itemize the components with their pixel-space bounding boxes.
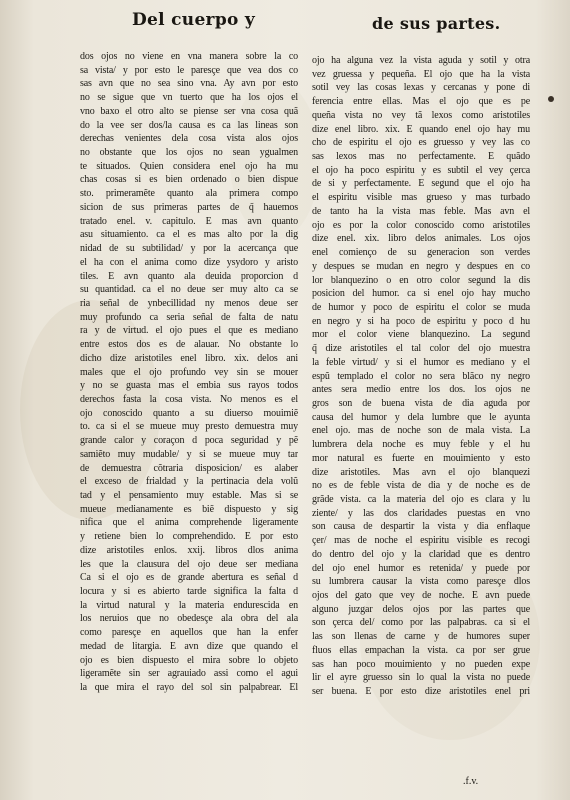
text-line: nidad de su subtilidad/ y por la acercança que [80,243,298,255]
text-line: de tanto ha la vista mas feble. Mas avn el [312,205,530,217]
text-line: gros son de buena vista de dia aguda por [312,397,530,409]
text-line: te situados. Quien considera enel ojo ha mu [80,160,298,172]
text-line: de si y perfectamente. E segund que el ojo ha [312,178,530,190]
text-line: de demuestra cõtraria disposicion/ es alaber [80,462,298,474]
running-header-right: de sus partes. [372,14,501,33]
text-line: les que la clausura del ojo deue ser mediana [80,558,298,570]
text-line: lor blanquezino o en otro color segund la dis [312,274,530,286]
text-line: ojo ha alguna vez la vista aguda y sotil y otra [312,55,530,66]
signature-mark: .f.v. [463,776,479,787]
text-line: alguno juzgar delos ojos por las partes que [312,603,530,615]
text-line: son causa de despartir la vista y dia enflaque [312,521,530,533]
text-line: su lumbrera causar la vista como paresçe dlos [312,576,530,588]
text-line: dize enel libro. xix. E quando enel ojo hay mu [312,123,530,135]
text-line: dize aristotiles. Mas avn el ojo blanquezi [312,466,530,478]
text-line: dos ojos no viene en vna manera sobre la co [80,51,298,62]
text-line: ferencia entre ellas. Mas el ojo que es pe [312,96,530,108]
text-line: cho de espiritu el ojo es gruesso y vey las co [312,137,530,149]
text-line: no obstante que los ojos no sean ygualmen [80,147,298,159]
text-line: sto. primeramẽte quanto ala primera compo [80,188,298,200]
text-line: la virtud natural y la materia endurescida en [80,599,298,611]
text-line: fluos ellas empachan la vista. ca por ser grue [312,644,530,656]
text-line: ziente/ y las dos claridades puestas en vno [312,507,530,519]
text-line: lir el ayre gruesso sin lo qual la vista no puede [312,672,530,684]
text-line: las son llenas de carne y de humores super [312,631,530,643]
text-line: dize enel. xix. libro delos animales. Los ojos [312,233,530,245]
text-column-right [312,54,530,699]
text-line: y no se guasta mas el embia sus rayos todos [80,380,298,392]
text-line: q̃ dize aristotiles el tal color del ojo muestra [312,343,530,355]
text-line: como paresçe en aquellos que han la enfer [80,627,298,639]
text-line: locura y si es abierto tarde significa la falta d [80,586,298,598]
text-line: dicho dize aristotiles enel libro. xix. delos ani [80,352,298,364]
text-line: y despues se mudan en negro y despues en co [312,260,530,272]
text-line: queña vista no vey tã lexos como aristotiles [312,109,530,121]
text-line: to. ca si el se mueue muy presto demuestra muy [80,421,298,433]
text-line: ojo es bien dispuesto el mira sobre lo objeto [80,654,298,666]
text-line: derechas venientes dela cosa vista alos ojos [80,133,298,145]
text-line: asu situamiento. ca el es mas alto por la dig [80,229,298,241]
text-line: la que mira el rayo del sol sin palpabrear. El [80,682,298,694]
text-line: tad y el pensamiento muy estable. Mas si se [80,490,298,501]
text-line: enel comienço de su generacion son verdes [312,247,530,259]
text-line: ser buena. E por esto dize aristotiles enel pri [312,686,530,698]
text-line: vez gruessa y pequeña. El ojo que ha la vista [312,68,530,80]
text-line: de humor y poco de espiritu el color se muda [312,301,530,313]
margin-mark [548,96,554,102]
text-line: entre estos dos es de alauar. No obstante lo [80,339,298,351]
text-line: lumbrera dela noche es muy feble y el hu [312,439,530,451]
text-line: ria señal de ynbecillidad ny menos deue ser [80,297,298,309]
text-line: males que el ojo profundo vey sin se mouer [80,366,298,378]
text-line: tratado enel. v. capitulo. E mas avn quanto [80,215,298,227]
text-line: antes sera medio entre los dos. los ojos ne [312,384,530,396]
text-line: el exceso de frialdad y la pertinacia dela volũ [80,476,298,488]
text-line: no se sigue que vn tuerto que ha los ojos el [80,92,298,104]
text-line: causa del humor y dela lumbre que le ayunta [312,411,530,423]
text-line: no es de feble vista de dia y de noche es de [312,480,530,492]
text-line: sotil vey las cosas lexas y cercanas y pone di [312,82,530,94]
text-line: los neruios que no obedesçe ala obra del ala [80,613,298,625]
text-line: Ca si el ojo es de grande abertura es señal d [80,572,298,584]
text-line: sas avn que no sea sino vna. Ay avn por esto [80,78,298,90]
text-line: grande calor y coraçon d poca seguridad y pẽ [80,435,298,447]
text-line: ojo conoscido quanto a su diuerso mouimiẽ [80,407,298,419]
text-line: mor natural es fuerte en mouimiento y esto [312,452,530,464]
text-line: ra y de virtud. el ojo pues el que es mediano [80,325,298,337]
text-line: medad de litargia. E avn dize que quando el [80,640,298,652]
text-line: sicion de sus primeras partes de q̃ hauemos [80,201,298,213]
text-line: espũ templado el color no sera blãco ny negro [312,370,530,382]
text-line: ojos del gato que vey de noche. E avn puede [312,590,530,602]
text-line: sas lexos mas no perfectamente. E quãdo [312,151,530,163]
text-line: sa vista/ y por esto le paresçe que vea dos co [80,64,298,76]
text-column-left [80,50,298,695]
text-line: do dentro del ojo y la claridad que es dentro [312,548,530,560]
text-line: el espiritu visible mas grueso y mas turbado [312,192,530,204]
text-line: do la vee ser dos/la causa es ca las lineas son [80,119,298,131]
text-line: tiles. E avn quanto ala deuida proporcion d [80,270,298,282]
text-line: ojo es por la color conoscido como aristotiles [312,219,530,231]
text-line: del ojo enel humor es retenida/ y puede por [312,562,530,574]
text-line: y retiene bien lo comprehendido. E por esto [80,531,298,543]
text-line: en negro y si ha poco de espiritu y poco d hu [312,315,530,327]
text-line: son çerca del/ como por las palpabras. ca si el [312,617,530,629]
text-line: enel ojo. mas de noche son de mala vista. La [312,425,530,437]
text-line: derechos fasta la cosa vista. No menos es el [80,393,298,405]
text-line: grãde vista. ca la materia del ojo es clara y lu [312,494,530,505]
text-line: chas cosas si es bien ordenado o bien dispue [80,174,298,186]
text-line: mor el color viene blanquezino. La segund [312,329,530,341]
text-line: su quantidad. ca el no deue ser muy alto ca se [80,284,298,296]
text-line: nifica que el anima comprehende ligeramente [80,517,298,529]
text-line: ligeramẽte sin ser agrauiado assi como el agui [80,668,298,680]
text-line: posicion del humor. ca si enel ojo hay mucho [312,288,530,300]
text-line: la feble virtud/ y si el humor es mediano y el [312,356,530,368]
text-line: dize aristotiles enlos. xxij. libros dlos anima [80,544,298,556]
text-line: sas han poco mouimiento y no pueden expe [312,658,530,670]
text-line: muy profundo ca seria señal de falta de natu [80,311,298,323]
running-header-left: Del cuerpo y [132,10,256,30]
text-line: vno baxo el otro alto se piense ser vna cosa quã [80,105,298,117]
text-line: çer/ mas de noche el espiritu visible es recogi [312,535,530,547]
text-line: mueue medianamente es biẽ dispuesto y sig [80,503,298,515]
text-line: samiẽto muy mudable/ y si se mueue muy tar [80,448,298,460]
text-line: el ha con el anima como dize ysydoro y aristo [80,256,298,268]
text-line: el ojo ha poco espiritu y es subtil el vey çerca [312,164,530,176]
